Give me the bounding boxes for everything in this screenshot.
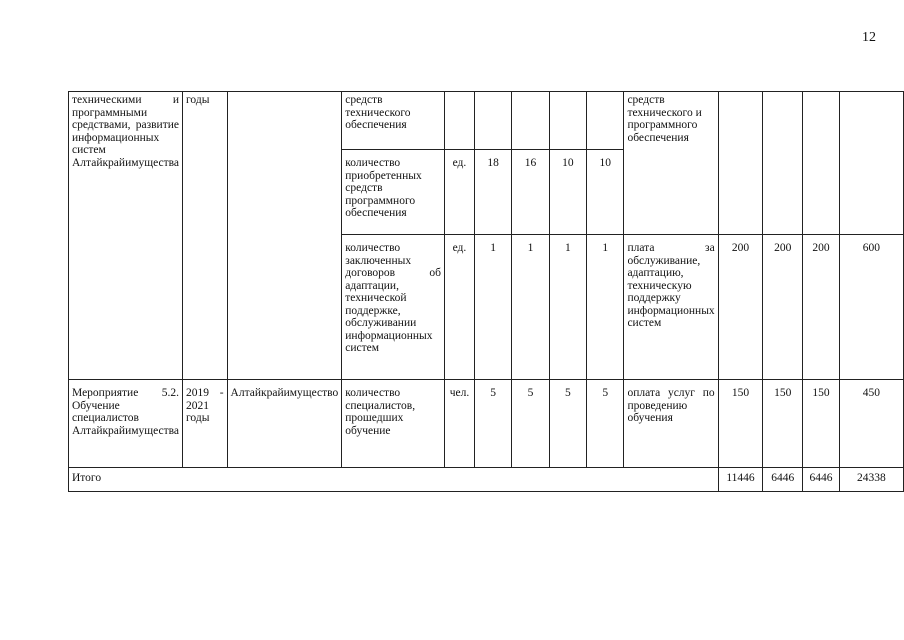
- indicator-cell: количество специалистов, прошедших обучение: [342, 380, 445, 468]
- value-cell: [587, 92, 624, 150]
- unit-cell: ед.: [445, 150, 475, 235]
- total-cost: 6446: [803, 468, 840, 492]
- total-cost: 6446: [763, 468, 803, 492]
- cost-cell: [839, 92, 903, 235]
- cost-cell: 200: [803, 235, 840, 380]
- cost-cell: 150: [803, 380, 840, 468]
- total-row: [69, 468, 904, 492]
- cost-cell: 150: [718, 380, 763, 468]
- table-row: [69, 92, 904, 150]
- value-cell: 5: [474, 380, 511, 468]
- unit-cell: [445, 92, 475, 150]
- expense-cell: плата за обслуживание, адаптацию, техническую поддержку информационных систем: [624, 235, 718, 380]
- cost-cell: [763, 92, 803, 235]
- cost-cell: 450: [839, 380, 903, 468]
- expense-cell: оплата услуг по проведению обучения: [624, 380, 718, 468]
- value-cell: 16: [512, 150, 549, 235]
- cost-cell: 150: [763, 380, 803, 468]
- cost-cell: 200: [763, 235, 803, 380]
- value-cell: 5: [549, 380, 586, 468]
- value-cell: 18: [474, 150, 511, 235]
- unit-cell: чел.: [445, 380, 475, 468]
- indicator-cell: средств технического обеспечения: [342, 92, 445, 150]
- cost-cell: 600: [839, 235, 903, 380]
- value-cell: 1: [549, 235, 586, 380]
- value-cell: 1: [474, 235, 511, 380]
- indicator-cell: количество заключенных договоров об адаптации, технической поддержке, обслуживании информационных систем: [342, 235, 445, 380]
- unit-cell: ед.: [445, 235, 475, 380]
- event-cell: техническими и программными средствами, развитие информационных систем Алтайкрайимущества: [69, 92, 183, 380]
- value-cell: [474, 92, 511, 150]
- value-cell: 10: [587, 150, 624, 235]
- value-cell: 5: [587, 380, 624, 468]
- executor-cell: Алтайкрайимущество: [227, 380, 342, 468]
- program-table: [68, 91, 904, 492]
- total-label: Итого: [69, 468, 719, 492]
- event-cell: Мероприятие 5.2. Обучение специалистов Алтайкрайимущества: [69, 380, 183, 468]
- expense-cell: средств технического и программного обеспечения: [624, 92, 718, 235]
- total-cost: 11446: [718, 468, 763, 492]
- total-cost: 24338: [839, 468, 903, 492]
- table-row: [69, 380, 904, 468]
- value-cell: 10: [549, 150, 586, 235]
- period-cell: 2019 - 2021 годы: [183, 380, 228, 468]
- value-cell: 1: [512, 235, 549, 380]
- cost-cell: [803, 92, 840, 235]
- cost-cell: 200: [718, 235, 763, 380]
- executor-cell: [227, 92, 342, 380]
- indicator-cell: количество приобретенных средств программного обеспечения: [342, 150, 445, 235]
- period-cell: годы: [183, 92, 228, 380]
- value-cell: [549, 92, 586, 150]
- value-cell: 1: [587, 235, 624, 380]
- page-number: 12: [862, 30, 876, 45]
- cost-cell: [718, 92, 763, 235]
- value-cell: [512, 92, 549, 150]
- value-cell: 5: [512, 380, 549, 468]
